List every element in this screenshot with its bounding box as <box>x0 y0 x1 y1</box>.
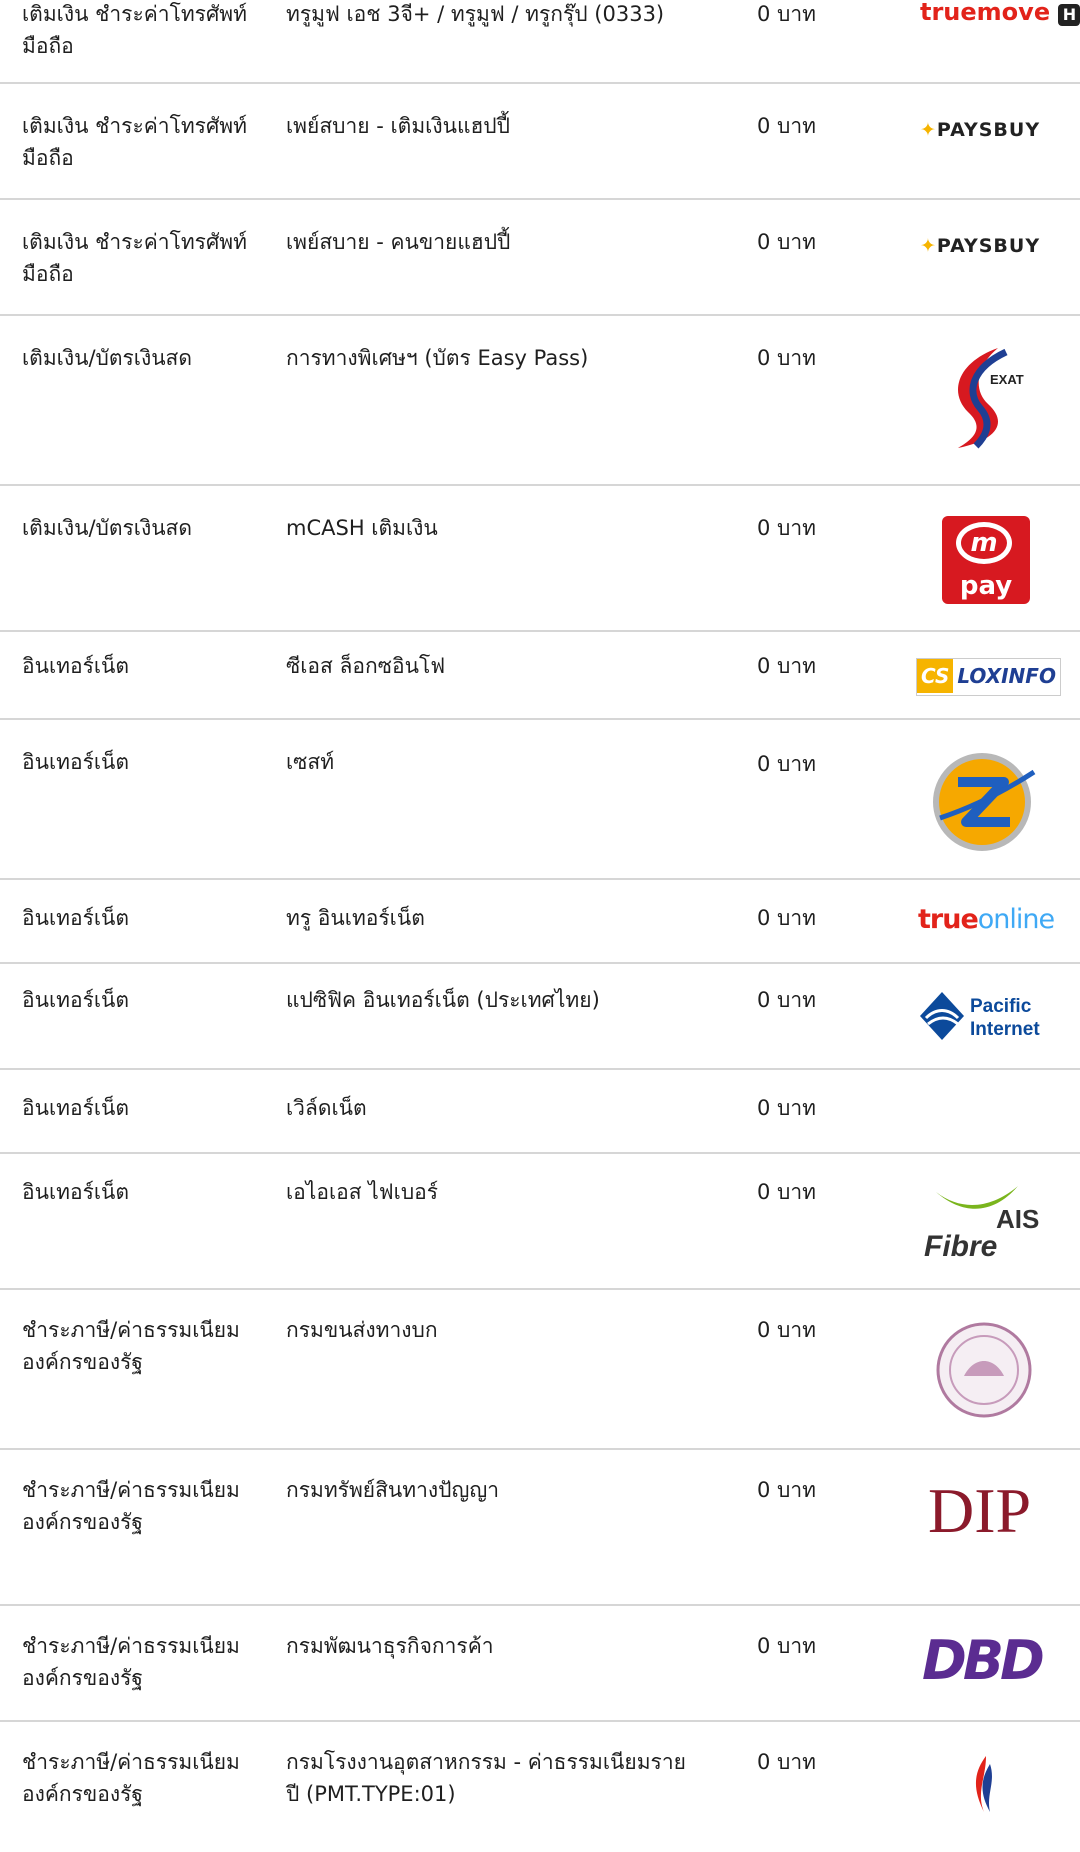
svg-text:Pacific: Pacific <box>970 996 1032 1017</box>
zest-logo <box>900 720 1070 878</box>
mpay-wordmark: pay <box>959 571 1013 601</box>
table-row <box>0 720 1080 880</box>
star-icon: ✦ <box>920 235 937 257</box>
fee-cell: 0 บาท <box>757 516 817 540</box>
table-row <box>0 1290 1080 1450</box>
fee-cell: 0 บาท <box>757 1478 817 1502</box>
zest-globe-icon <box>930 750 1040 852</box>
mpay-logo <box>900 486 1070 630</box>
truemove-wordmark: truemove H <box>920 0 1080 28</box>
fee-cell: 0 บาท <box>757 654 817 678</box>
svg-text:Internet: Internet <box>970 1019 1040 1040</box>
category-cell: เติมเงิน/บัตรเงินสด <box>22 346 193 370</box>
dip-wordmark: DIP <box>928 1475 1032 1546</box>
table-row <box>0 632 1080 720</box>
svg-text:AIS: AIS <box>996 1204 1040 1234</box>
table-row <box>0 1450 1080 1606</box>
fee-cell: 0 บาท <box>757 1750 817 1774</box>
category-cell: อินเทอร์เน็ต <box>22 988 130 1012</box>
service-cell: เวิล์ดเน็ต <box>286 1096 367 1120</box>
fee-cell: 0 บาท <box>757 230 817 254</box>
category-cell: เติมเงิน ชำระค่าโทรศัพท์มือถือ <box>22 230 247 286</box>
h-badge-icon: H <box>1058 4 1080 26</box>
fee-cell: 0 บาท <box>757 1318 817 1342</box>
star-icon: ✦ <box>920 119 937 141</box>
svg-text:EXAT: EXAT <box>990 372 1024 387</box>
paysbuy-wordmark: ✦PAYSBUY <box>920 119 1041 141</box>
fee-cell: 0 บาท <box>757 114 817 138</box>
table-row <box>0 200 1080 316</box>
fee-cell: 0 บาท <box>757 906 817 930</box>
dbd-logo <box>900 1606 1070 1720</box>
fee-cell: 0 บาท <box>757 1180 817 1204</box>
service-cell: เซสท์ <box>286 750 335 774</box>
service-cell: เพย์สบาย - คนขายแฮปปี้ <box>286 230 511 254</box>
table-row <box>0 486 1080 632</box>
service-cell: ทรูมูฟ เอช 3จี+ / ทรูมูฟ / ทรูกรุ๊ป (0333) <box>286 2 665 26</box>
dlt-seal-logo <box>900 1290 1070 1448</box>
category-cell: ชำระภาษี/ค่าธรรมเนียมองค์กรของรัฐ <box>22 1318 240 1374</box>
category-cell: อินเทอร์เน็ต <box>22 654 130 678</box>
table-row <box>0 1070 1080 1154</box>
truemove-h-logo <box>900 0 1077 82</box>
category-cell: อินเทอร์เน็ต <box>22 1096 130 1120</box>
table-row <box>0 1154 1080 1290</box>
paysbuy-logo <box>900 200 1070 314</box>
empty-logo-cell <box>900 1070 1070 1152</box>
diw-flame-icon <box>966 1754 1006 1814</box>
category-cell: อินเทอร์เน็ต <box>22 1180 130 1204</box>
table-row <box>0 964 1080 1070</box>
category-cell: เติมเงิน ชำระค่าโทรศัพท์มือถือ <box>22 2 247 58</box>
ais-fibre-mark <box>922 1182 1062 1262</box>
dbd-wordmark: DBD <box>922 1629 1041 1692</box>
paysbuy-logo <box>900 84 1070 198</box>
service-cell: mCASH เติมเงิน <box>286 516 438 540</box>
mpay-badge <box>942 516 1030 604</box>
exat-logo <box>900 316 1070 484</box>
service-cell: ทรู อินเทอร์เน็ต <box>286 906 425 930</box>
loxinfo-wordmark: CS LOXINFO <box>916 658 1061 696</box>
true-online-wordmark: trueonline <box>918 904 1055 935</box>
table-row <box>0 880 1080 964</box>
service-cell: กรมทรัพย์สินทางปัญญา <box>286 1478 500 1502</box>
service-cell: ซีเอส ล็อกซอินโฟ <box>286 654 446 678</box>
category-cell: เติมเงิน/บัตรเงินสด <box>22 516 193 540</box>
fee-cell: 0 บาท <box>757 1634 817 1658</box>
service-cell: กรมพัฒนาธุรกิจการค้า <box>286 1634 494 1658</box>
pacific-internet-logo <box>900 964 1070 1068</box>
category-cell: อินเทอร์เน็ต <box>22 750 130 774</box>
fee-cell: 0 บาท <box>757 988 817 1012</box>
table-row <box>0 1606 1080 1722</box>
service-cell: เพย์สบาย - เติมเงินแฮปปี้ <box>286 114 510 138</box>
category-cell: เติมเงิน ชำระค่าโทรศัพท์มือถือ <box>22 114 247 170</box>
service-cell: การทางพิเศษฯ (บัตร Easy Pass) <box>286 346 589 370</box>
pacific-internet-mark <box>918 990 1068 1042</box>
table-row <box>0 316 1080 486</box>
category-cell: ชำระภาษี/ค่าธรรมเนียมองค์กรของรัฐ <box>22 1634 240 1690</box>
category-cell: อินเทอร์เน็ต <box>22 906 130 930</box>
government-seal-icon <box>934 1320 1034 1420</box>
table-row <box>0 0 1080 84</box>
fee-cell: 0 บาท <box>757 1096 817 1120</box>
table-row <box>0 1722 1080 1852</box>
service-cell: แปซิฟิค อินเทอร์เน็ต (ประเทศไทย) <box>286 988 600 1012</box>
dip-logo <box>900 1450 1070 1604</box>
cs-loxinfo-logo <box>900 632 1070 718</box>
exat-swoosh-icon <box>928 342 1048 458</box>
fee-cell: 0 บาท <box>757 2 817 26</box>
service-cell: เอไอเอส ไฟเบอร์ <box>286 1180 439 1204</box>
svg-text:Fibre: Fibre <box>924 1230 998 1262</box>
m-circle-icon: m <box>956 522 1012 564</box>
service-cell: กรมโรงงานอุตสาหกรรม - ค่าธรรมเนียมรายปี (PMT.TYPE:01) <box>286 1750 686 1806</box>
paysbuy-wordmark: ✦PAYSBUY <box>920 235 1041 257</box>
service-cell: กรมขนส่งทางบก <box>286 1318 438 1342</box>
true-online-logo <box>900 880 1070 962</box>
fee-cell: 0 บาท <box>757 346 817 370</box>
ais-fibre-logo <box>900 1154 1070 1288</box>
table-row <box>0 84 1080 200</box>
fee-cell: 0 บาท <box>757 752 817 776</box>
diw-logo <box>900 1722 1070 1852</box>
category-cell: ชำระภาษี/ค่าธรรมเนียมองค์กรของรัฐ <box>22 1478 240 1534</box>
category-cell: ชำระภาษี/ค่าธรรมเนียมองค์กรของรัฐ <box>22 1750 240 1806</box>
